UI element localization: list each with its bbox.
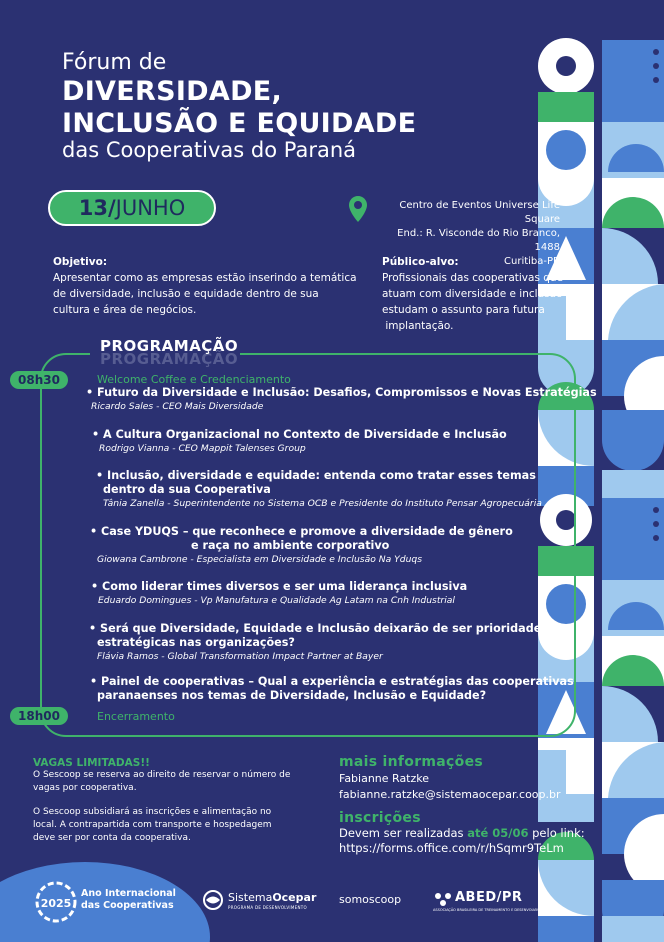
- title-line-2: DIVERSIDADE,: [62, 76, 283, 107]
- program-item-speaker: Ricardo Sales - CEO Mais Diversidade: [91, 401, 264, 412]
- ocepar-b: Ocepar: [272, 891, 317, 904]
- location-city: Curitiba-PR: [504, 256, 560, 267]
- program-item: [86, 386, 597, 413]
- program-item: [92, 428, 507, 455]
- ocepar-subtitle: PROGRAMA DE DESENVOLVIMENTO: [228, 905, 307, 910]
- location-venue: Centro de Eventos Universe Life Square: [399, 200, 560, 225]
- closing-label: Encerramento: [97, 710, 175, 723]
- program-item-title: • Será que Diversidade, Equidade e Inclusão deixarão de ser prioridades: [89, 622, 548, 635]
- registration-post: pelo link:: [528, 826, 585, 840]
- aic-2025-logo: [34, 880, 78, 924]
- aic-label: [81, 888, 176, 912]
- program-title-shadow: PROGRAMAÇÃO: [100, 350, 239, 368]
- program-item-speaker: Rodrigo Vianna - CEO Mappit Talenses Group: [99, 443, 306, 454]
- program-item-title: • A Cultura Organizacional no Contexto de Diversidade e Inclusão: [92, 428, 507, 441]
- vagas-text-2: O Sescoop subsidiará as inscrições e alimentação no local. A contrapartida com transporte e hospedagem deve ser por conta da cooperativa.: [33, 807, 272, 843]
- objective-text: Apresentar como as empresas estão inserindo a temática de diversidade, inclusão e equidade dentro de sua cultura e área de negócios.: [53, 272, 357, 316]
- program-item: [90, 675, 574, 703]
- program-item-title-cont: dentro da sua Cooperativa: [103, 483, 271, 496]
- aic-year: 2025: [40, 897, 72, 910]
- program-item-title-cont: estratégicas nas organizações?: [97, 636, 295, 649]
- audience-text-3: estudam o assunto para futura: [382, 304, 545, 316]
- program-item: [96, 469, 542, 510]
- objective-label: Objetivo:: [53, 256, 108, 268]
- info-title: mais informações: [339, 754, 483, 770]
- audience-text-2: atuam com diversidade e inclusão ou: [382, 288, 579, 300]
- registration-title: inscrições: [339, 810, 421, 826]
- registration-link[interactable]: https://forms.office.com/r/hSqmr9TeLm: [339, 841, 564, 855]
- title-line-3: INCLUSÃO E EQUIDADE: [62, 108, 417, 139]
- abed-logo-text: ABED/PR: [455, 890, 523, 905]
- title-line-4: das Cooperativas do Paraná: [62, 138, 357, 162]
- abed-icon: [433, 891, 453, 907]
- welcome-coffee: Welcome Coffee e Credenciamento: [97, 373, 291, 386]
- date-badge: [48, 190, 216, 226]
- abed-subtitle: ASSOCIAÇÃO BRASILEIRA DE TREINAMENTO E DESENVOLVIMENTO: [433, 908, 550, 912]
- program-item-speaker: Eduardo Domingues - Vp Manufatura e Qualidade Ag Latam na Cnh Industrial: [98, 595, 455, 606]
- vagas-title: VAGAS LIMITADAS!!: [33, 757, 150, 769]
- vagas-text-1: O Sescoop se reserva ao direito de reservar o número de vagas por cooperativa.: [33, 770, 291, 793]
- program-item-title-cont: e raça no ambiente corporativo: [191, 539, 390, 552]
- program-item-title: • Como liderar times diversos e ser uma liderança inclusiva: [91, 580, 468, 593]
- aic-line-1: Ano Internacional: [81, 888, 176, 899]
- objective-section: [53, 254, 358, 318]
- program-item-speaker: Flávia Ramos - Global Transformation Impact Partner at Bayer: [97, 651, 383, 662]
- start-time-badge: 08h30: [10, 371, 68, 389]
- registration-text: [339, 826, 599, 856]
- ocepar-logo-text: [228, 891, 316, 904]
- program-item-title-cont: paranaenses nos temas de Diversidade, Inclusão e Equidade?: [97, 689, 487, 702]
- program-item-speaker: Giowana Cambrone - Especialista em Diversidade e Inclusão Na Yduqs: [97, 554, 423, 565]
- program-item-title: • Case YDUQS – que reconhece e promove a diversidade de gênero: [90, 525, 513, 538]
- audience-text-4: implantação.: [382, 320, 454, 332]
- registration-pre: Devem ser realizadas: [339, 826, 468, 840]
- program-item-title: • Painel de cooperativas – Qual a experiência e estratégias das cooperativas: [90, 675, 574, 688]
- contact-email[interactable]: fabianne.ratzke@sistemaocepar.coop.br: [339, 788, 561, 801]
- program-item-title: • Futuro da Diversidade e Inclusão: Desafios, Compromissos e Novas Estratégias: [86, 386, 597, 399]
- audience-section: [382, 254, 582, 334]
- title-line-1: Fórum de: [62, 50, 167, 75]
- program-item: [90, 525, 513, 566]
- program-item: [91, 580, 467, 607]
- somoscoop-logo: somoscoop: [339, 893, 402, 906]
- contact-name: Fabianne Ratzke: [339, 772, 430, 785]
- registration-deadline: até 05/06: [467, 826, 529, 840]
- date-month: JUNHO: [115, 196, 186, 220]
- ocepar-a: Sistema: [228, 891, 273, 904]
- program-item-title: • Inclusão, diversidade e equidade: entenda como tratar esses temas: [96, 469, 536, 482]
- location-pin-icon: [349, 196, 367, 222]
- ocepar-globe-icon: [202, 889, 224, 911]
- location-address: End.: R. Visconde do Rio Branco, 1488: [397, 228, 560, 253]
- aic-line-2: das Cooperativas: [81, 900, 174, 911]
- date-day: 13/: [78, 196, 116, 220]
- program-title: PROGRAMAÇÃO: [100, 337, 239, 355]
- end-time-badge: 18h00: [10, 707, 68, 725]
- audience-text-1: Profissionais das cooperativas que: [382, 272, 564, 284]
- audience-label: Público-alvo:: [382, 256, 459, 268]
- program-item: [89, 622, 548, 663]
- program-item-speaker: Tânia Zanella - Superintendente no Sistema OCB e Presidente do Instituto Pensar Agropecuária: [103, 498, 542, 509]
